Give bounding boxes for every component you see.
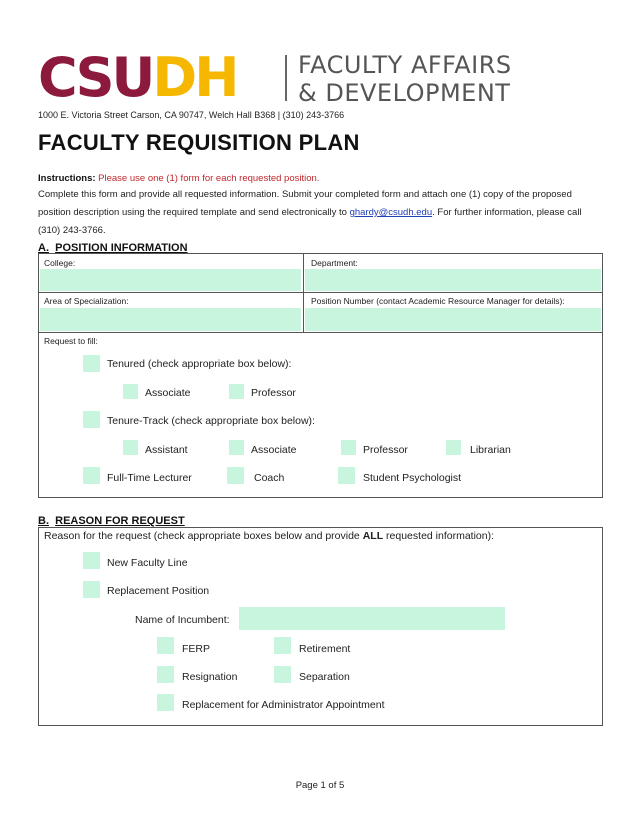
tt-associate-checkbox[interactable] [229,440,244,455]
address: 1000 E. Victoria Street Carson, CA 90747, Welch Hall B368 | (310) 243-3766 [38,110,345,120]
section-b-title: B. REASON FOR REQUEST [38,515,185,527]
department-field[interactable] [305,269,601,291]
psychologist-label: Student Psychologist [363,472,462,484]
new-line-checkbox[interactable] [83,552,100,569]
instructions-paragraph: Complete this form and provide all requested information. Submit your completed form and attach one (1) copy of the proposed position description using the required template and send electronically to ghardy@csudh.edu. For further information, please call (310) 243-3766. [38,189,582,236]
replacement-checkbox[interactable] [83,581,100,598]
admin-appointment-label: Replacement for Administrator Appointment [182,699,385,711]
incumbent-field[interactable] [239,607,505,630]
logo-text: CSUDH [38,46,237,109]
instructions-note: Please use one (1) form for each requested position. [98,173,320,184]
tenured-associate-label: Associate [145,387,191,399]
retirement-checkbox[interactable] [274,637,291,654]
psychologist-checkbox[interactable] [338,467,355,484]
logo-divider [285,55,287,101]
ferp-checkbox[interactable] [157,637,174,654]
dept-name-line1: FACULTY AFFAIRS [298,51,512,79]
tt-assistant-label: Assistant [145,444,188,456]
instructions-label: Instructions: [38,173,96,184]
lecturer-checkbox[interactable] [83,467,100,484]
replacement-label: Replacement Position [107,585,210,597]
college-label: College: [44,258,76,268]
tt-associate-label: Associate [251,444,297,456]
specialization-field[interactable] [40,308,301,331]
tenured-professor-checkbox[interactable] [229,384,244,399]
tenured-label: Tenured (check appropriate box below): [107,358,292,370]
email-link[interactable]: ghardy@csudh.edu [349,207,433,218]
tt-assistant-checkbox[interactable] [123,440,138,455]
instructions [38,173,319,184]
new-line-label: New Faculty Line [107,557,188,569]
coach-checkbox[interactable] [227,467,244,484]
csudh-logo [38,46,237,109]
page-title: FACULTY REQUISITION PLAN [38,130,360,155]
tenured-associate-checkbox[interactable] [123,384,138,399]
resignation-label: Resignation [182,671,238,683]
admin-appointment-checkbox[interactable] [157,694,174,711]
tenure-track-label: Tenure-Track (check appropriate box below): [107,415,315,427]
incumbent-label: Name of Incumbent: [135,614,230,626]
tenure-track-checkbox[interactable] [83,411,100,428]
coach-label: Coach [254,472,285,484]
request-label: Request to fill: [44,336,98,346]
tt-professor-label: Professor [363,444,408,456]
dept-name-line2: & DEVELOPMENT [298,79,511,107]
ferp-label: FERP [182,643,211,655]
section-a-title: A. POSITION INFORMATION [38,242,188,254]
position-number-label: Position Number (contact Academic Resource Manager for details): [311,296,565,306]
tt-professor-checkbox[interactable] [341,440,356,455]
college-field[interactable] [40,269,301,291]
page-number: Page 1 of 5 [295,780,345,791]
department-label: Department: [311,258,358,268]
tenured-checkbox[interactable] [83,355,100,372]
separation-label: Separation [299,671,350,683]
tenured-professor-label: Professor [251,387,296,399]
separation-checkbox[interactable] [274,666,291,683]
lecturer-label: Full-Time Lecturer [107,472,192,484]
retirement-label: Retirement [299,643,351,655]
tt-librarian-label: Librarian [470,444,511,456]
position-number-field[interactable] [305,308,601,331]
reason-intro: Reason for the request (check appropriate boxes below and provide ALL requested information): [44,530,495,542]
resignation-checkbox[interactable] [157,666,174,683]
specialization-label: Area of Specialization: [44,296,129,306]
tt-librarian-checkbox[interactable] [446,440,461,455]
